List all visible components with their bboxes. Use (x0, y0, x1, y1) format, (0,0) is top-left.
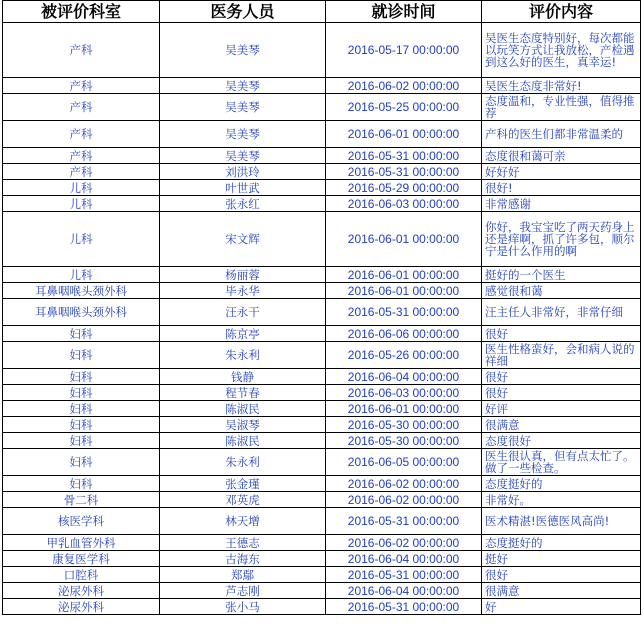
cell-dept: 口腔科 (3, 567, 160, 583)
cell-staff: 吴美琴 (160, 78, 326, 94)
cell-time: 2016-05-25 00:00:00 (326, 94, 482, 121)
cell-time: 2016-06-04 00:00:00 (326, 369, 482, 385)
cell-comment: 挺好 (482, 551, 641, 567)
cell-time: 2016-05-31 00:00:00 (326, 567, 482, 583)
cell-time: 2016-06-01 00:00:00 (326, 401, 482, 417)
cell-dept: 妇科 (3, 417, 160, 433)
cell-dept: 儿科 (3, 212, 160, 267)
table-row (3, 508, 641, 535)
cell-dept: 产科 (3, 23, 160, 78)
cell-comment: 你好，我宝宝吃了两天药身上还是痒啊，抓了许多包，顺尔宁是什么作用的啊 (482, 212, 641, 267)
cell-comment: 很满意 (482, 417, 641, 433)
table-row (3, 78, 641, 94)
cell-staff: 芦志刚 (160, 583, 326, 599)
cell-dept: 骨二科 (3, 492, 160, 508)
cell-time: 2016-05-26 00:00:00 (326, 342, 482, 369)
table-row (3, 326, 641, 342)
cell-dept: 儿科 (3, 180, 160, 196)
cell-dept: 妇科 (3, 401, 160, 417)
table-row (3, 299, 641, 326)
table-row (3, 267, 641, 283)
cell-time: 2016-05-30 00:00:00 (326, 417, 482, 433)
cell-time: 2016-05-29 00:00:00 (326, 180, 482, 196)
cell-comment: 很好! (482, 180, 641, 196)
cell-staff: 钱静 (160, 369, 326, 385)
table-row (3, 385, 641, 401)
cell-dept: 妇科 (3, 369, 160, 385)
cell-staff: 宋文辉 (160, 212, 326, 267)
table-row (3, 567, 641, 583)
cell-comment: 很满意 (482, 583, 641, 599)
cell-time: 2016-06-02 00:00:00 (326, 476, 482, 492)
cell-dept: 甲乳血管外科 (3, 535, 160, 551)
table-body (3, 23, 641, 615)
table-row (3, 599, 641, 615)
cell-time: 2016-05-17 00:00:00 (326, 23, 482, 78)
cell-dept: 产科 (3, 164, 160, 180)
table-row (3, 23, 641, 78)
cell-dept: 妇科 (3, 449, 160, 476)
cell-time: 2016-05-31 00:00:00 (326, 299, 482, 326)
cell-staff: 张小马 (160, 599, 326, 615)
cell-staff: 陈淑民 (160, 433, 326, 449)
header-comment: 评价内容 (482, 1, 641, 23)
cell-time: 2016-06-02 00:00:00 (326, 535, 482, 551)
table-row (3, 94, 641, 121)
cell-dept: 耳鼻咽喉头颈外科 (3, 283, 160, 299)
cell-staff: 张永红 (160, 196, 326, 212)
cell-dept: 产科 (3, 94, 160, 121)
cell-comment: 医生很认真，但有点太忙了。做了一些检查。 (482, 449, 641, 476)
cell-comment: 挺好的一个医生 (482, 267, 641, 283)
cell-time: 2016-06-04 00:00:00 (326, 583, 482, 599)
cell-comment: 好 (482, 599, 641, 615)
cell-staff: 毕永华 (160, 283, 326, 299)
cell-time: 2016-05-30 00:00:00 (326, 433, 482, 449)
cell-comment: 好评 (482, 401, 641, 417)
cell-time: 2016-06-04 00:00:00 (326, 551, 482, 567)
cell-staff: 朱永利 (160, 342, 326, 369)
table-row (3, 342, 641, 369)
cell-time: 2016-06-03 00:00:00 (326, 196, 482, 212)
cell-staff: 程节春 (160, 385, 326, 401)
cell-comment: 医生性格蛮好，会和病人说的祥细 (482, 342, 641, 369)
cell-dept: 妇科 (3, 385, 160, 401)
cell-dept: 耳鼻咽喉头颈外科 (3, 299, 160, 326)
cell-comment: 态度很和蔼可亲 (482, 148, 641, 164)
cell-staff: 刘洪玲 (160, 164, 326, 180)
cell-comment: 吴医生态度特别好，每次都能以玩笑方式让我放松，产检遇到这么好的医生，真幸运! (482, 23, 641, 78)
cell-time: 2016-06-05 00:00:00 (326, 449, 482, 476)
cell-dept: 康复医学科 (3, 551, 160, 567)
cell-comment: 很好 (482, 369, 641, 385)
cell-comment: 态度挺好的 (482, 476, 641, 492)
table-row (3, 551, 641, 567)
cell-staff: 古海东 (160, 551, 326, 567)
table-row (3, 433, 641, 449)
cell-time: 2016-06-06 00:00:00 (326, 326, 482, 342)
header-dept: 被评价科室 (3, 1, 160, 23)
cell-comment: 产科的医生们都非常温柔的 (482, 121, 641, 148)
cell-dept: 妇科 (3, 342, 160, 369)
header-row (3, 1, 641, 23)
cell-staff: 张金瑾 (160, 476, 326, 492)
cell-dept: 产科 (3, 148, 160, 164)
cell-comment: 好好好 (482, 164, 641, 180)
cell-time: 2016-05-31 00:00:00 (326, 508, 482, 535)
table-row (3, 196, 641, 212)
cell-dept: 泌尿外科 (3, 583, 160, 599)
cell-dept: 产科 (3, 78, 160, 94)
cell-staff: 汪永干 (160, 299, 326, 326)
cell-comment: 态度温和，专业性强，值得推荐 (482, 94, 641, 121)
cell-time: 2016-05-31 00:00:00 (326, 164, 482, 180)
cell-staff: 邓英虎 (160, 492, 326, 508)
table-row (3, 121, 641, 148)
cell-staff: 吴美琴 (160, 121, 326, 148)
cell-dept: 儿科 (3, 196, 160, 212)
cell-dept: 妇科 (3, 476, 160, 492)
table-row (3, 492, 641, 508)
evaluation-table (2, 0, 641, 615)
table-row (3, 148, 641, 164)
cell-comment: 吴医生态度非常好! (482, 78, 641, 94)
cell-staff: 陈淑民 (160, 401, 326, 417)
header-time: 就诊时间 (326, 1, 482, 23)
cell-staff: 吴美琴 (160, 148, 326, 164)
cell-dept: 儿科 (3, 267, 160, 283)
cell-time: 2016-06-01 00:00:00 (326, 212, 482, 267)
cell-comment: 态度挺好的 (482, 535, 641, 551)
table-row (3, 369, 641, 385)
cell-time: 2016-06-01 00:00:00 (326, 121, 482, 148)
cell-staff: 吴淑琴 (160, 417, 326, 433)
table-row (3, 535, 641, 551)
cell-comment: 态度很好 (482, 433, 641, 449)
cell-comment: 非常好。 (482, 492, 641, 508)
cell-time: 2016-06-02 00:00:00 (326, 78, 482, 94)
cell-time: 2016-06-01 00:00:00 (326, 267, 482, 283)
cell-comment: 非常感谢 (482, 196, 641, 212)
table-row (3, 283, 641, 299)
cell-time: 2016-05-31 00:00:00 (326, 148, 482, 164)
cell-staff: 王德志 (160, 535, 326, 551)
table-row (3, 401, 641, 417)
cell-staff: 叶世武 (160, 180, 326, 196)
cell-comment: 很好 (482, 326, 641, 342)
cell-staff: 林天增 (160, 508, 326, 535)
table-row (3, 476, 641, 492)
table-row (3, 449, 641, 476)
cell-staff: 郑鄢 (160, 567, 326, 583)
cell-staff: 陈京亭 (160, 326, 326, 342)
cell-time: 2016-06-02 00:00:00 (326, 492, 482, 508)
cell-comment: 很好 (482, 567, 641, 583)
cell-comment: 医术精湛!医德医风高尚! (482, 508, 641, 535)
table-row (3, 583, 641, 599)
cell-time: 2016-06-03 00:00:00 (326, 385, 482, 401)
cell-staff: 吴美琴 (160, 23, 326, 78)
header-staff: 医务人员 (160, 1, 326, 23)
cell-time: 2016-06-01 00:00:00 (326, 283, 482, 299)
table-row (3, 180, 641, 196)
cell-comment: 感觉很和蔼 (482, 283, 641, 299)
cell-staff: 杨丽蓉 (160, 267, 326, 283)
cell-dept: 妇科 (3, 433, 160, 449)
cell-dept: 产科 (3, 121, 160, 148)
cell-staff: 吴美琴 (160, 94, 326, 121)
cell-dept: 核医学科 (3, 508, 160, 535)
cell-dept: 妇科 (3, 326, 160, 342)
cell-dept: 泌尿外科 (3, 599, 160, 615)
cell-comment: 汪主任人非常好，非常仔细 (482, 299, 641, 326)
cell-staff: 朱永利 (160, 449, 326, 476)
table-row (3, 164, 641, 180)
cell-comment: 很好 (482, 385, 641, 401)
table-row (3, 417, 641, 433)
table-row (3, 212, 641, 267)
cell-time: 2016-05-31 00:00:00 (326, 599, 482, 615)
